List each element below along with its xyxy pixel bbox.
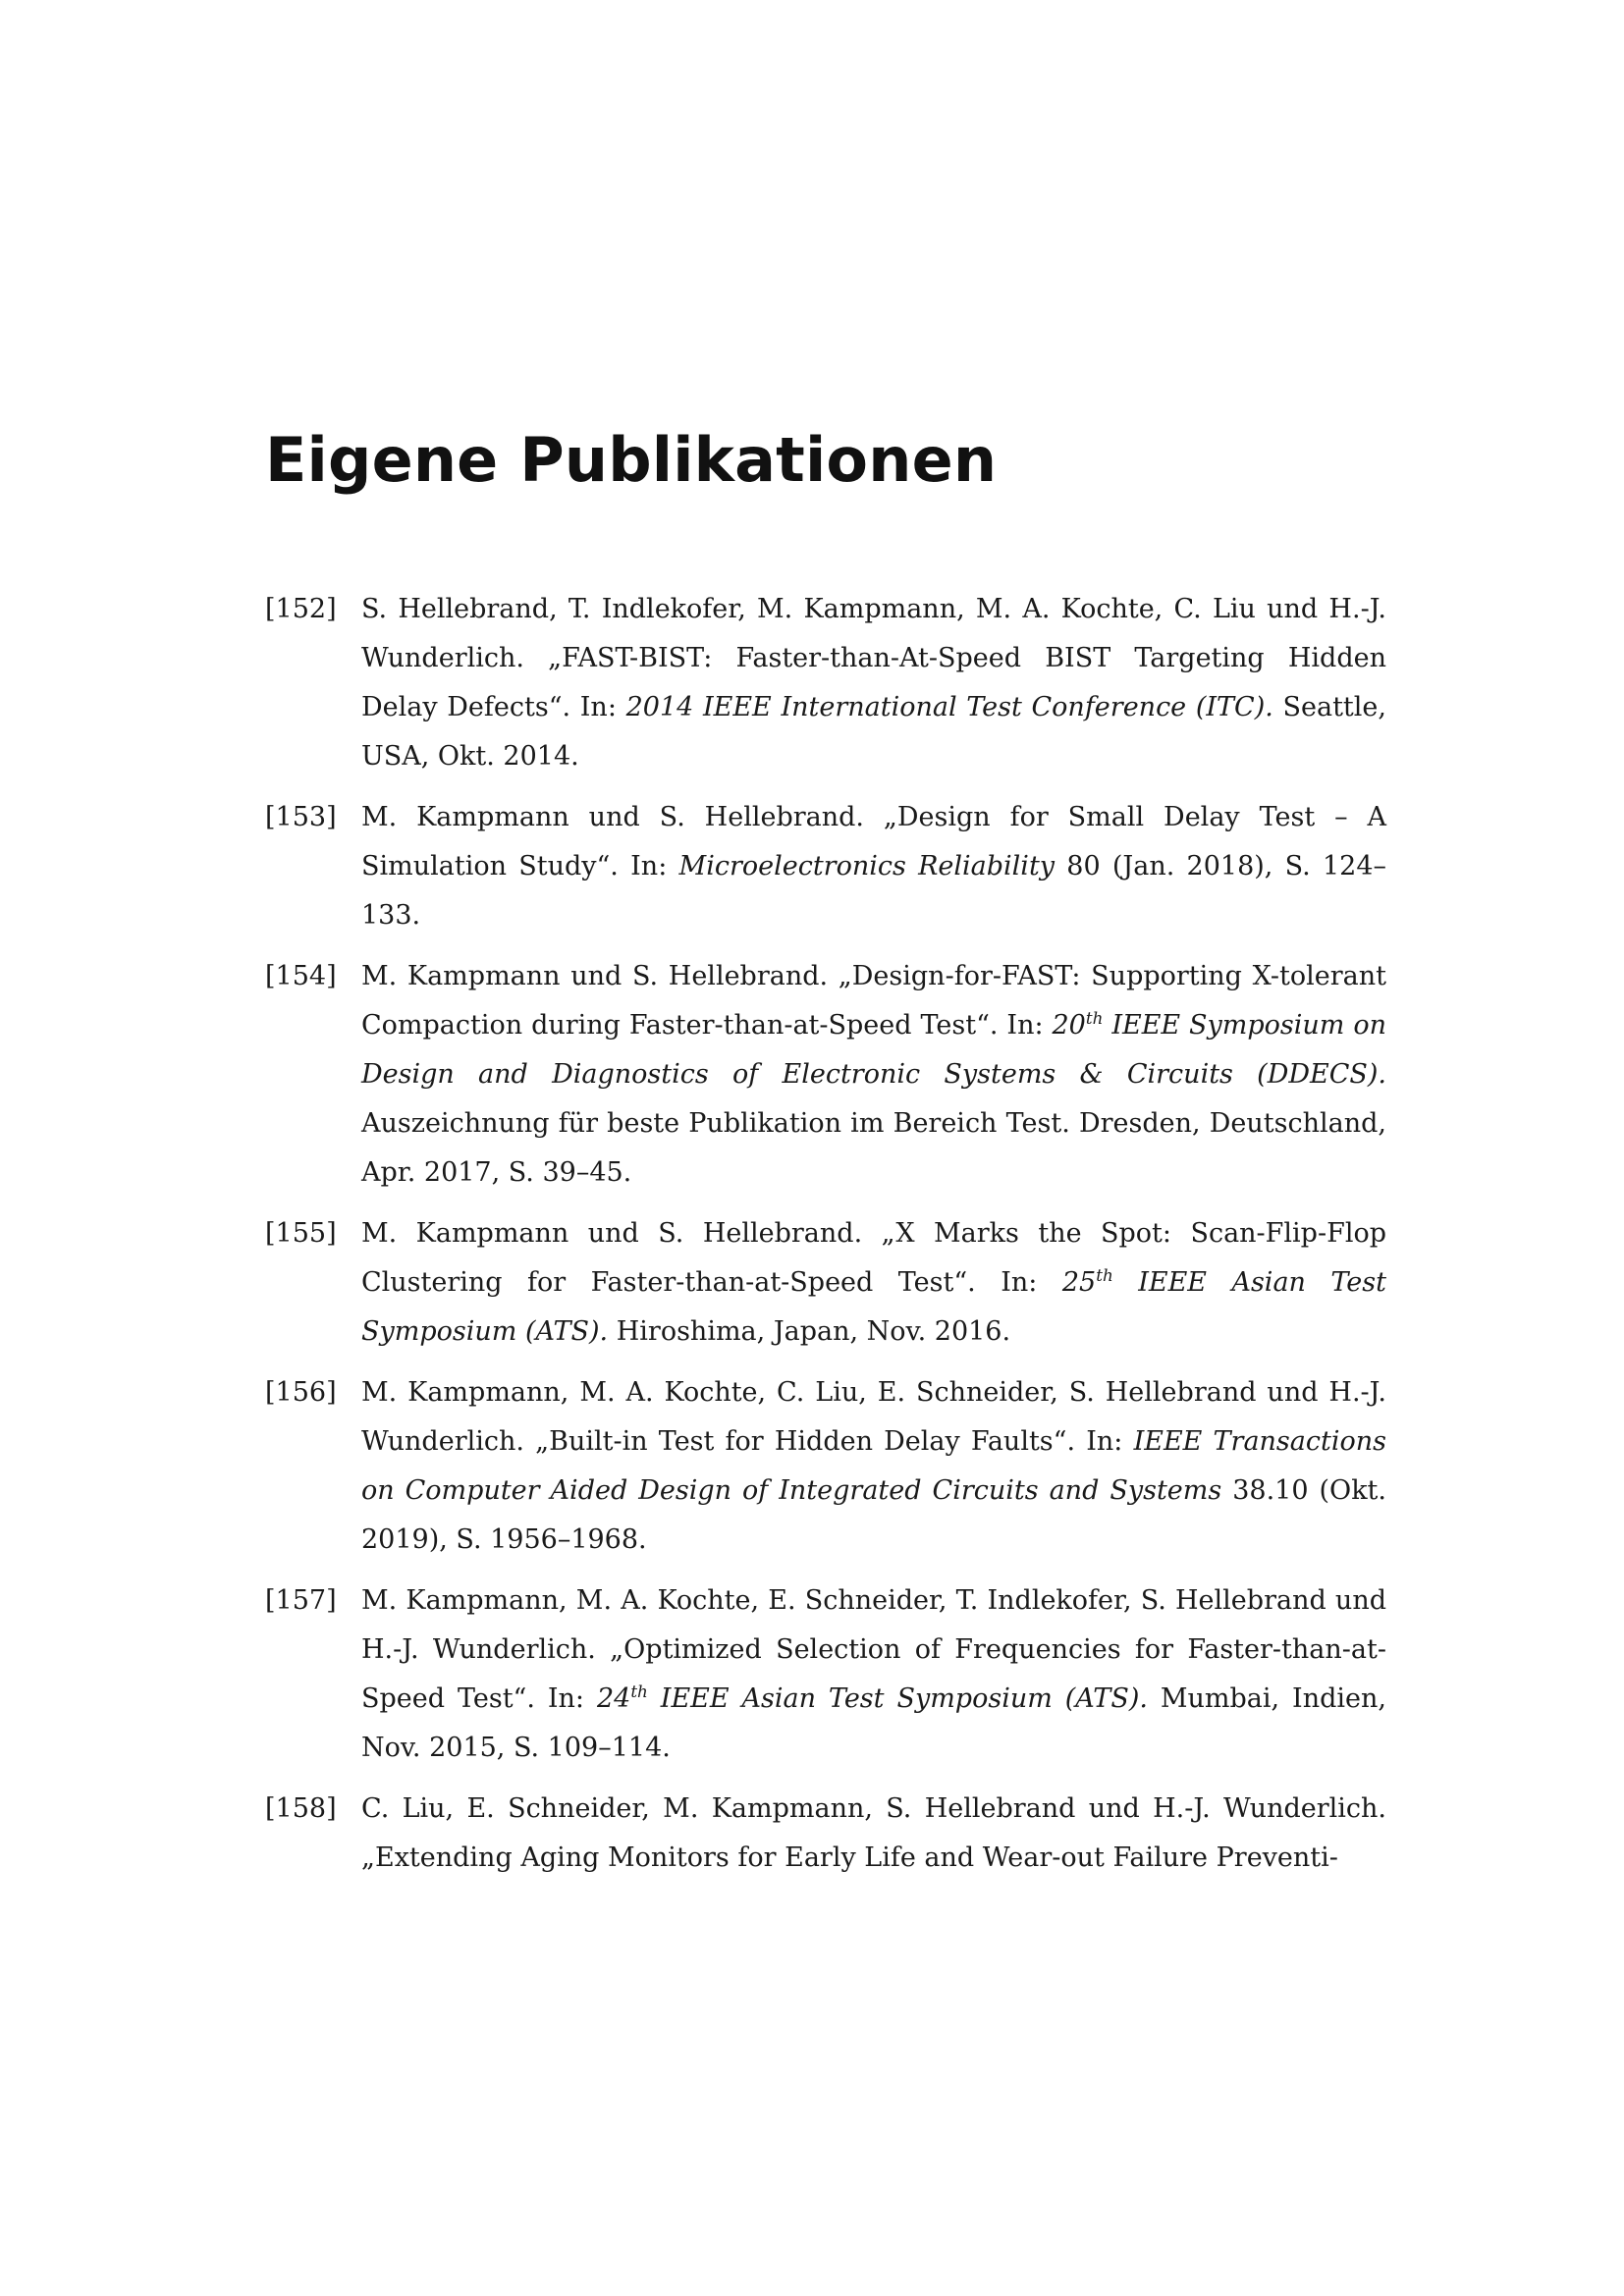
bib-text xyxy=(361,952,1386,1198)
bib-in-label: In: xyxy=(1086,1426,1123,1457)
bib-venue-name: IEEE Asian Test Symposium (ATS). xyxy=(660,1683,1148,1714)
bib-in-label: In: xyxy=(579,692,617,722)
bib-text xyxy=(361,1785,1386,1883)
bib-entry-157 xyxy=(265,1576,1386,1773)
bib-venue: Microelectronics Reliability xyxy=(678,851,1056,881)
bib-title: „Design-for-FAST: Supporting X-tolerant Compaction during Faster-than-at-Speed Test“. xyxy=(361,961,1386,1041)
bib-title: „X Marks the Spot: Scan-Flip-Flop Clustering for Faster-than-at-Speed Test“. xyxy=(361,1218,1387,1298)
bib-in-label: In: xyxy=(630,851,668,881)
bib-venue-ordinal: 25 xyxy=(1061,1267,1097,1298)
bib-venue xyxy=(597,1683,1148,1714)
bib-entry-154 xyxy=(265,952,1386,1198)
bib-number: [156] xyxy=(265,1377,337,1408)
bib-title: „Optimized Selection of Frequencies for Faster-than-at-Speed Test“. xyxy=(361,1634,1386,1714)
bib-number: [153] xyxy=(265,802,337,832)
bib-entry-158 xyxy=(265,1785,1386,1883)
bib-venue-name: IEEE Asian Test Symposium (ATS). xyxy=(361,1267,1386,1347)
bibliography-list xyxy=(265,585,1386,1895)
bib-authors: M. Kampmann, M. A. Kochte, C. Liu, E. Schneider, S. Hellebrand und H.-J. Wunderlich. xyxy=(361,1377,1386,1457)
page-title: Eigene Publikationen xyxy=(265,424,998,496)
bib-venue: IEEE Transactions on Computer Aided Design of Integrated Circuits and Systems xyxy=(361,1426,1386,1506)
bib-venue-ordinal-suffix: th xyxy=(1085,1007,1104,1028)
bib-authors: M. Kampmann und S. Hellebrand. xyxy=(361,1218,863,1249)
bib-authors: M. Kampmann und S. Hellebrand. xyxy=(361,961,829,991)
bib-details: 80 (Jan. 2018), S. 124–133. xyxy=(361,851,1387,931)
bib-in-label: In: xyxy=(547,1683,585,1714)
bib-title: „Built-in Test for Hidden Delay Faults“. xyxy=(535,1426,1076,1457)
bib-details: Seattle, USA, Okt. 2014. xyxy=(361,692,1386,772)
bib-text xyxy=(361,1368,1386,1565)
bib-number: [155] xyxy=(265,1218,337,1249)
bib-details: 38.10 (Okt. 2019), S. 1956–1968. xyxy=(361,1475,1386,1555)
bib-authors: S. Hellebrand, T. Indlekofer, M. Kampmann, M. A. Kochte, C. Liu und H.-J. Wunderlich. xyxy=(361,594,1386,673)
bib-number: [157] xyxy=(265,1585,337,1616)
bib-number: [158] xyxy=(265,1793,337,1824)
bib-details: Mumbai, Indien, Nov. 2015, S. 109–114. xyxy=(361,1683,1386,1763)
bib-number: [152] xyxy=(265,594,337,624)
bib-entry-155 xyxy=(265,1209,1386,1357)
bib-title: „Extending Aging Monitors for Early Life and Wear-out Failure Preventi- xyxy=(361,1842,1338,1873)
bib-text xyxy=(361,1209,1386,1357)
bib-entry-156 xyxy=(265,1368,1386,1565)
bib-venue-name: IEEE Symposium on Design and Diagnostics of Electronic Systems & Circuits (DDECS). xyxy=(361,1010,1386,1090)
bib-title: „Design for Small Delay Test – A Simulation Study“. xyxy=(361,802,1386,881)
bib-venue-ordinal: 20 xyxy=(1052,1010,1086,1041)
bib-text xyxy=(361,793,1386,940)
bib-details: Auszeichnung für beste Publikation im Bereich Test. Dresden, Deutschland, Apr. 2017, S. 39–45. xyxy=(361,1108,1386,1188)
bib-in-label: In: xyxy=(1001,1267,1038,1298)
bib-venue-ordinal: 24 xyxy=(596,1683,631,1714)
bib-title: „FAST-BIST: Faster-than-At-Speed BIST Targeting Hidden Delay Defects“. xyxy=(361,643,1386,722)
bib-authors: C. Liu, E. Schneider, M. Kampmann, S. Hellebrand und H.-J. Wunderlich. xyxy=(361,1793,1386,1824)
bib-venue-ordinal-suffix: th xyxy=(630,1681,648,1701)
bib-venue-ordinal-suffix: th xyxy=(1096,1264,1113,1285)
bib-entry-152 xyxy=(265,585,1386,781)
bib-text xyxy=(361,1576,1386,1773)
bib-entry-153 xyxy=(265,793,1386,940)
bib-venue: 2014 IEEE International Test Conference (ITC). xyxy=(625,692,1273,722)
bib-in-label: In: xyxy=(1006,1010,1044,1041)
bib-number: [154] xyxy=(265,961,337,991)
bib-details: Hiroshima, Japan, Nov. 2016. xyxy=(616,1316,1011,1347)
bib-authors: M. Kampmann, M. A. Kochte, E. Schneider, T. Indlekofer, S. Hellebrand und H.-J. Wunderlich. xyxy=(361,1585,1386,1665)
bib-text xyxy=(361,585,1386,781)
bib-authors: M. Kampmann und S. Hellebrand. xyxy=(361,802,864,832)
